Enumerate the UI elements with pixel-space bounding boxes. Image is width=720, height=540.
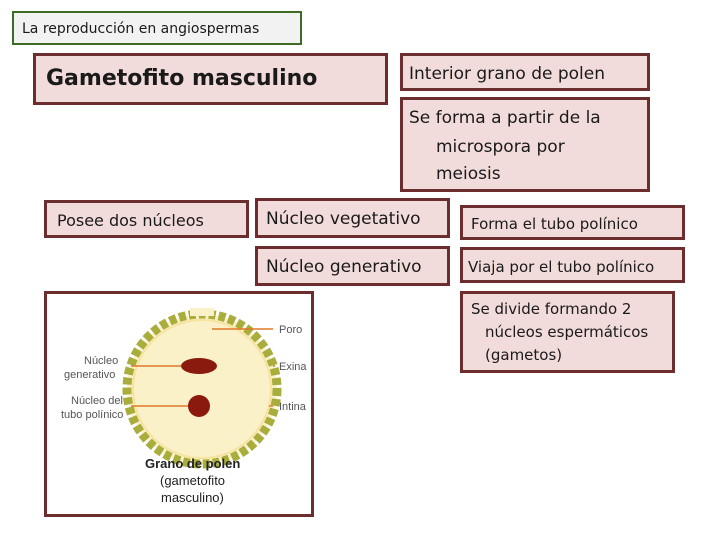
label-intina: Intina bbox=[279, 401, 306, 413]
vegetative-nucleus-label: Núcleo vegetativo bbox=[266, 209, 421, 229]
division-line-3: (gametos) bbox=[485, 346, 563, 364]
generative-desc-box bbox=[460, 247, 685, 283]
label-nucleo-tubo-2: tubo polínico bbox=[61, 409, 124, 421]
division-line-2: núcleos espermáticos bbox=[485, 323, 649, 341]
division-box bbox=[460, 291, 675, 373]
tube-nucleus-shape bbox=[188, 395, 210, 417]
pollen-grain-figure bbox=[44, 291, 314, 517]
interior-text: Interior grano de polen bbox=[409, 64, 605, 84]
label-poro: Poro bbox=[279, 324, 303, 336]
slide-title-box bbox=[12, 11, 302, 45]
pollen-grain-wall bbox=[127, 314, 277, 464]
caption-line-2: (gametofito bbox=[160, 473, 226, 488]
label-nucleo-gen-1: Núcleo bbox=[84, 355, 119, 367]
vegetative-nucleus-box bbox=[255, 198, 450, 238]
heading-text: Gametofito masculino bbox=[46, 66, 318, 91]
heading-box bbox=[33, 53, 388, 105]
formation-line-1: Se forma a partir de la bbox=[409, 108, 601, 128]
nuclei-count-box bbox=[44, 200, 249, 238]
pollen-grain-diagram bbox=[47, 294, 311, 514]
generative-desc-text: Viaja por el tubo polínico bbox=[468, 258, 655, 276]
formation-line-3: meiosis bbox=[436, 164, 501, 184]
formation-line-2: microspora por bbox=[436, 137, 565, 157]
vegetative-desc-box bbox=[460, 205, 685, 240]
caption-line-3: masculino) bbox=[161, 490, 224, 505]
interior-box bbox=[400, 53, 650, 91]
generative-nucleus-shape bbox=[181, 358, 217, 374]
caption-line-1: Grano de polen bbox=[145, 456, 241, 471]
pore bbox=[190, 308, 214, 316]
division-line-1: Se divide formando 2 bbox=[471, 300, 632, 318]
formation-box bbox=[400, 97, 650, 192]
generative-nucleus-box bbox=[255, 246, 450, 286]
generative-nucleus-label: Núcleo generativo bbox=[266, 257, 422, 277]
slide-title: La reproducción en angiospermas bbox=[22, 21, 260, 37]
label-exina: Exina bbox=[279, 361, 307, 373]
label-nucleo-tubo-1: Núcleo del bbox=[71, 395, 123, 407]
label-nucleo-gen-2: generativo bbox=[64, 369, 116, 381]
vegetative-desc-text: Forma el tubo polínico bbox=[471, 215, 638, 233]
nuclei-count-text: Posee dos núcleos bbox=[57, 211, 204, 230]
